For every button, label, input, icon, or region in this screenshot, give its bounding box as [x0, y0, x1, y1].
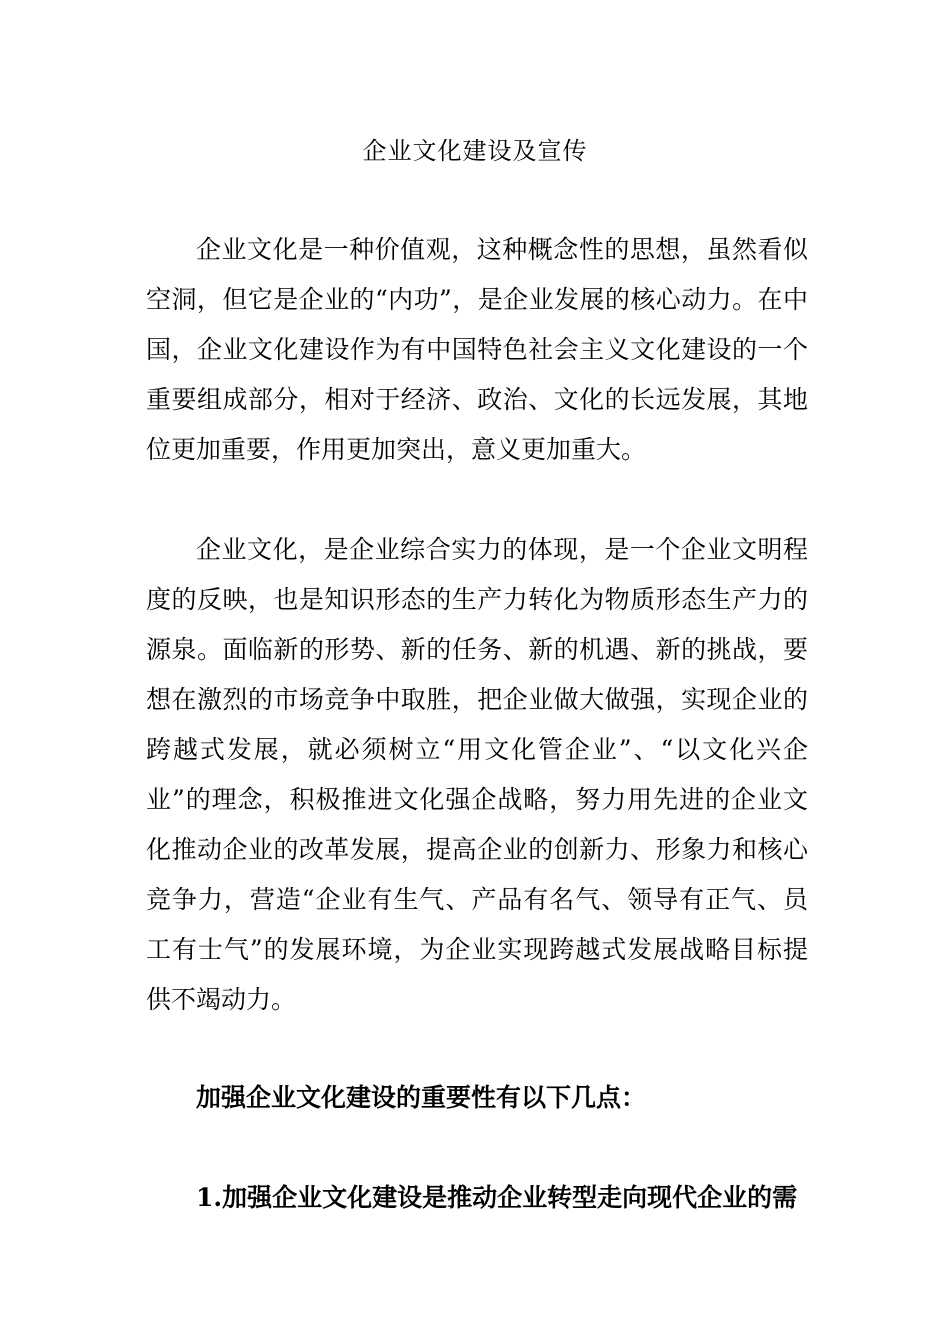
- point-1-heading: 1.加强企业文化建设是推动企业转型走向现代企业的需: [196, 1183, 798, 1212]
- paragraph-culture-strength: 企业文化，是企业综合实力的体现，是一个企业文明程度的反映，也是知识形态的生产力转化为物质形态生产力的源泉。面临新的形势、新的任务、新的机遇、新的挑战，要想在激烈的市场竞争中取胜，把企业做大做强，实现企业的跨越式发展，就必须树立“用文化管企业”、“以文化兴企业”的理念，积极推进文化强企战略，努力用先进的企业文化推动企业的改革发展，提高企业的创新力、形象力和核心竞争力，营造“企业有生气、产品有名气、领导有正气、员工有士气”的发展环境，为企业实现跨越式发展战略目标提供不竭动力。: [146, 535, 808, 1014]
- document-title: 企业文化建设及宣传: [362, 137, 588, 165]
- section-heading: 加强企业文化建设的重要性有以下几点：: [196, 1083, 647, 1112]
- paragraph-intro: 企业文化是一种价值观，这种概念性的思想，虽然看似空洞，但它是企业的“内功”，是企业发展的核心动力。在中国，企业文化建设作为有中国特色社会主义文化建设的一个重要组成部分，相对于经济、政治、文化的长远发展，其地位更加重要，作用更加突出，意义更加重大。: [146, 235, 808, 464]
